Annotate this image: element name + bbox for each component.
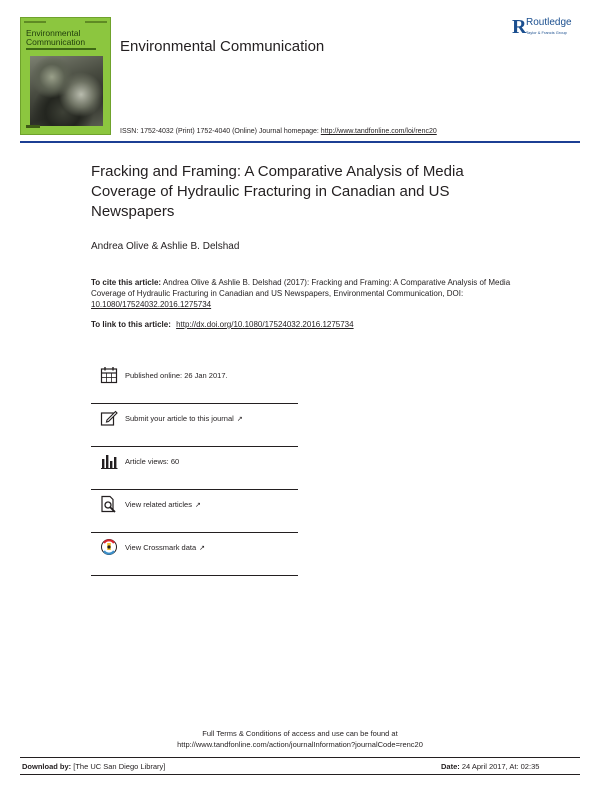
- article-title: Fracking and Framing: A Comparative Analysis of Media Coverage of Hydraulic Fracturing in Canadian and US Newspapers: [91, 163, 464, 220]
- journal-homepage-link[interactable]: http://www.tandfonline.com/loi/renc20: [320, 128, 437, 135]
- cover-title: Environmental Communication: [26, 28, 86, 47]
- publisher-tagline: Taylor & Francis Group: [526, 30, 567, 35]
- crossmark-link[interactable]: View Crossmark data ↗: [125, 543, 206, 552]
- external-link-icon: ↗: [199, 545, 206, 552]
- related-articles-link[interactable]: View related articles ↗: [125, 500, 201, 509]
- downloaded-by-value: [The UC San Diego Library]: [71, 762, 166, 771]
- citation-text: Andrea Olive & Ashlie B. Delshad (2017): Fracking and Framing: A Comparative Analysis of Media Coverage of Hydraulic Fracturing in Canadian and US Newspapers, Environmental Communication, DOI:: [91, 278, 511, 298]
- cover-photo: [30, 56, 103, 126]
- external-link-icon: ↗: [194, 502, 201, 509]
- download-date-label: Date:: [441, 762, 460, 771]
- doi-link[interactable]: 10.1080/17524032.2016.1275734: [91, 300, 212, 309]
- terms-note: [0, 728, 600, 750]
- crossmark-row[interactable]: [91, 533, 298, 576]
- calendar-icon: [100, 366, 118, 384]
- routledge-icon: R: [512, 16, 527, 38]
- terms-url[interactable]: http://www.tandfonline.com/action/journalInformation?journalCode=renc20: [177, 740, 423, 749]
- download-date-value: 24 April 2017, At: 02:35: [459, 762, 540, 771]
- article-authors: Andrea Olive & Ashlie B. Delshad: [91, 241, 240, 252]
- related-articles-icon: [100, 495, 118, 513]
- issn-line: [120, 128, 437, 135]
- bar-chart-icon: [100, 452, 118, 470]
- header-rule: [20, 141, 580, 143]
- article-doi-url[interactable]: http://dx.doi.org/10.1080/17524032.2016.1275734: [176, 320, 354, 329]
- journal-name: Environmental Communication: [120, 38, 325, 55]
- external-link-icon: ↗: [236, 416, 243, 423]
- submit-article-link[interactable]: Submit your article to this journal ↗: [125, 414, 243, 423]
- article-link-line: [91, 320, 354, 329]
- article-views-text: Article views: 60: [125, 457, 180, 466]
- submit-article-row[interactable]: [91, 404, 298, 447]
- download-date: [441, 762, 539, 771]
- citation-block: [91, 277, 531, 310]
- cover-publisher-logo: [26, 125, 40, 128]
- published-online-text: Published online: 26 Jan 2017.: [125, 371, 228, 380]
- footer-bottom-rule: [20, 774, 580, 775]
- publisher-logo: [512, 16, 590, 40]
- downloaded-by: [22, 762, 165, 771]
- citation-label: To cite this article:: [91, 278, 162, 287]
- published-online-row: [91, 361, 298, 404]
- article-views-row: [91, 447, 298, 490]
- footer-top-rule: [20, 757, 580, 758]
- journal-cover: [20, 17, 111, 135]
- article-actions: [91, 361, 298, 576]
- related-articles-row[interactable]: [91, 490, 298, 533]
- issn-text: ISSN: 1752-4032 (Print) 1752-4040 (Online) Journal homepage:: [120, 128, 321, 135]
- downloaded-by-label: Download by:: [22, 762, 72, 771]
- edit-icon: [100, 409, 118, 427]
- crossmark-icon: [100, 538, 118, 556]
- cover-header-strip: [24, 20, 107, 24]
- cover-subtitle-strip: [26, 48, 96, 50]
- terms-line-1: Full Terms & Conditions of access and use can be found at: [202, 729, 398, 738]
- link-label: To link to this article:: [91, 320, 174, 329]
- publisher-name: Routledge: [526, 17, 572, 28]
